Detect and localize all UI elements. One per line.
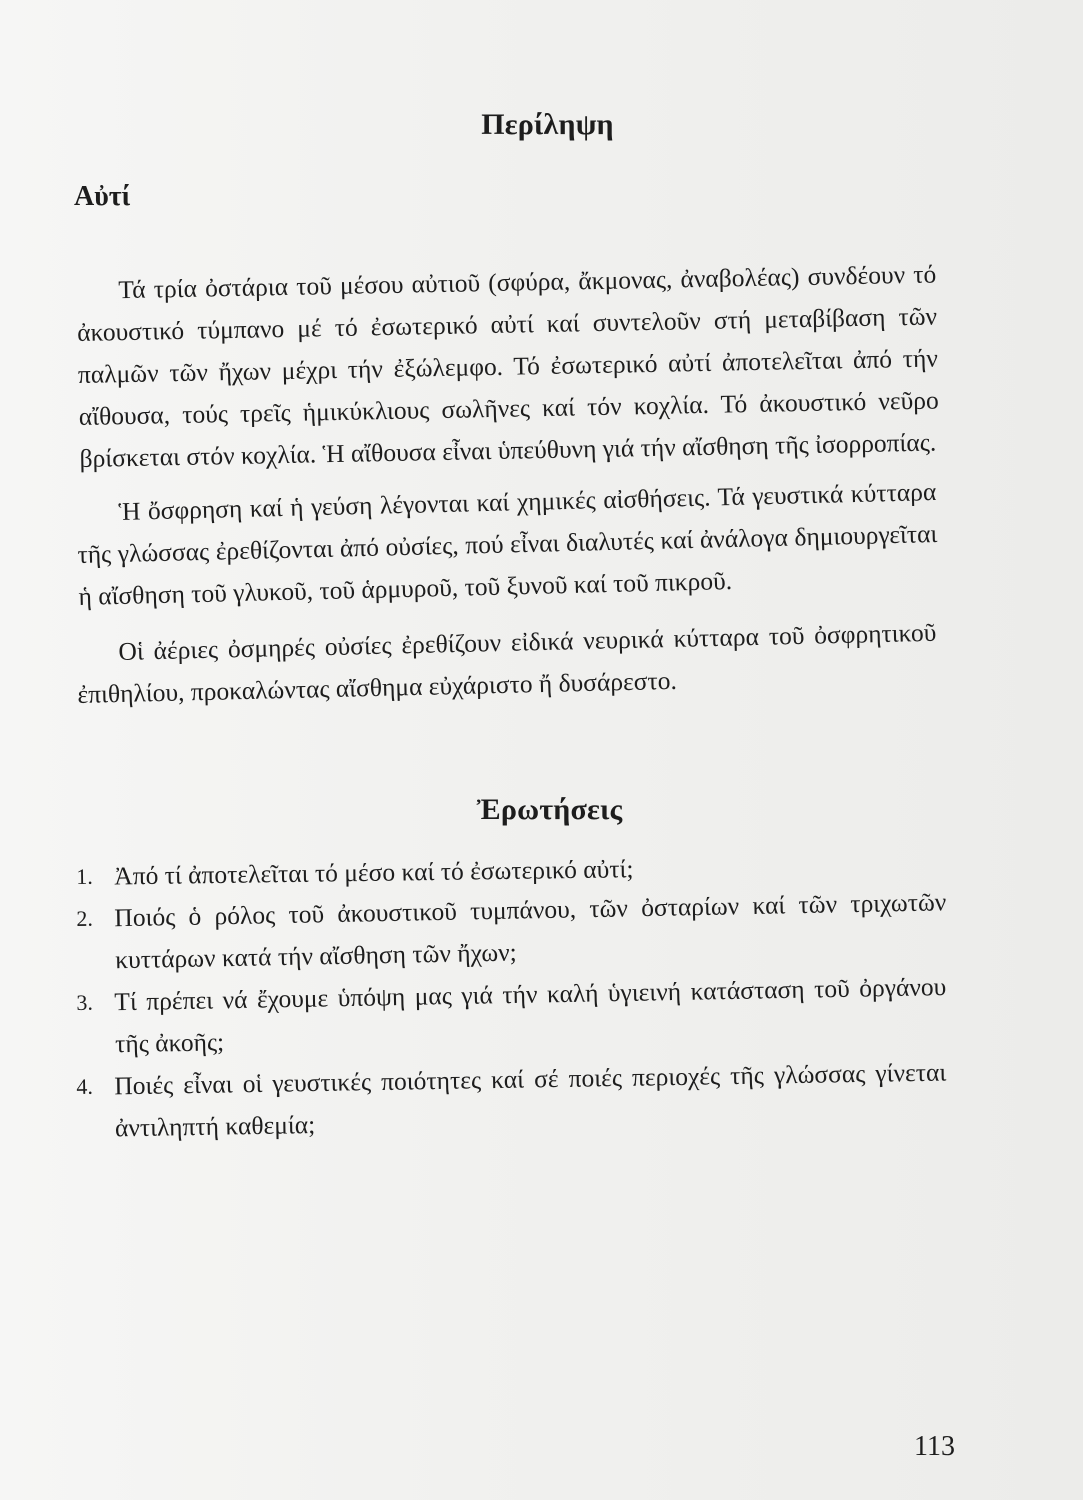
questions-list — [76, 856, 946, 1150]
question-text: Τί πρέπει νά ἔχουμε ὑπόψη μας γιά τήν καλή ὑγιεινή κατάσταση τοῦ ὀργάνου τῆς ἀκοῆς; — [114, 972, 947, 1059]
ear-subheading: Αὐτί — [74, 181, 131, 212]
chemical-senses-paragraph: Ἡ ὄσφρηση καί ἡ γεύση λέγονται καί χημικές αἰσθήσεις. Τά γευστικά κύτταρα τῆς γλώσσας ἐρεθίζονται ἀπό οὐσίες, πού εἶναι διαλυτές καί ἀνάλογα δημιουργεῖται ἡ αἴσθηση τοῦ γλυκοῦ, τοῦ ἁρμυροῦ, τοῦ ξυνοῦ καί τοῦ πικροῦ. — [77, 476, 938, 611]
question-text: Ἀπό τί ἀποτελεῖται τό μέσο καί τό ἐσωτερικό αὐτί; — [114, 854, 634, 891]
question-text: Ποιές εἶναι οἱ γευστικές ποιότητες καί σέ ποιές περιοχές τῆς γλώσσας γίνεται ἀντιληπτή καθεμία; — [114, 1057, 947, 1143]
question-item — [76, 881, 947, 982]
ear-paragraph: Τά τρία ὀστάρια τοῦ μέσου αὐτιοῦ (σφύρα, ἄκμονας, ἀναβολέας) συνδέουν τό ἀκουστικό τύμπανο μέ τό ἐσωτερικό αὐτί καί συντελοῦν στή μεταβίβαση τῶν παλμῶν τῶν ἤχων μέχρι τήν ἐξώλεμφο. Τό ἐσωτερικό αὐτί ἀποτελεῖται ἀπό τήν αἴθουσα, τούς τρεῖς ἡμικύκλιους σωλῆνες καί τόν κοχλία. Τό ἀκουστικό νεῦρο βρίσκεται στόν κοχλία. Ἡ αἴθουσα εἶναι ὑπεύθυνη γιά τήν αἴσθηση τῆς ἰσορροπίας. — [76, 258, 939, 473]
question-number: 4. — [76, 1073, 94, 1099]
questions-heading: Ἐρωτήσεις — [476, 793, 623, 826]
page-number: 113 — [914, 1431, 955, 1462]
question-number: 3. — [76, 989, 94, 1015]
question-item — [76, 966, 947, 1066]
question-number: 1. — [76, 863, 93, 889]
smell-paragraph: Οἱ ἀέριες ὀσμηρές οὐσίες ἐρεθίζουν εἰδικά νευρικά κύτταρα τοῦ ὀσφρητικοῦ ἐπιθηλίου, προκαλώντας αἴσθημα εὐχάριστο ἤ δυσάρεστο. — [77, 617, 937, 709]
question-number: 2. — [76, 905, 94, 931]
summary-heading: Περίληψη — [481, 108, 614, 141]
question-text: Ποιός ὁ ρόλος τοῦ ἀκουστικοῦ τυμπάνου, τῶν ὀσταρίων καί τῶν τριχωτῶν κυττάρων κατά τήν αἴσθηση τῶν ἤχων; — [114, 887, 947, 975]
question-item — [76, 1052, 947, 1150]
